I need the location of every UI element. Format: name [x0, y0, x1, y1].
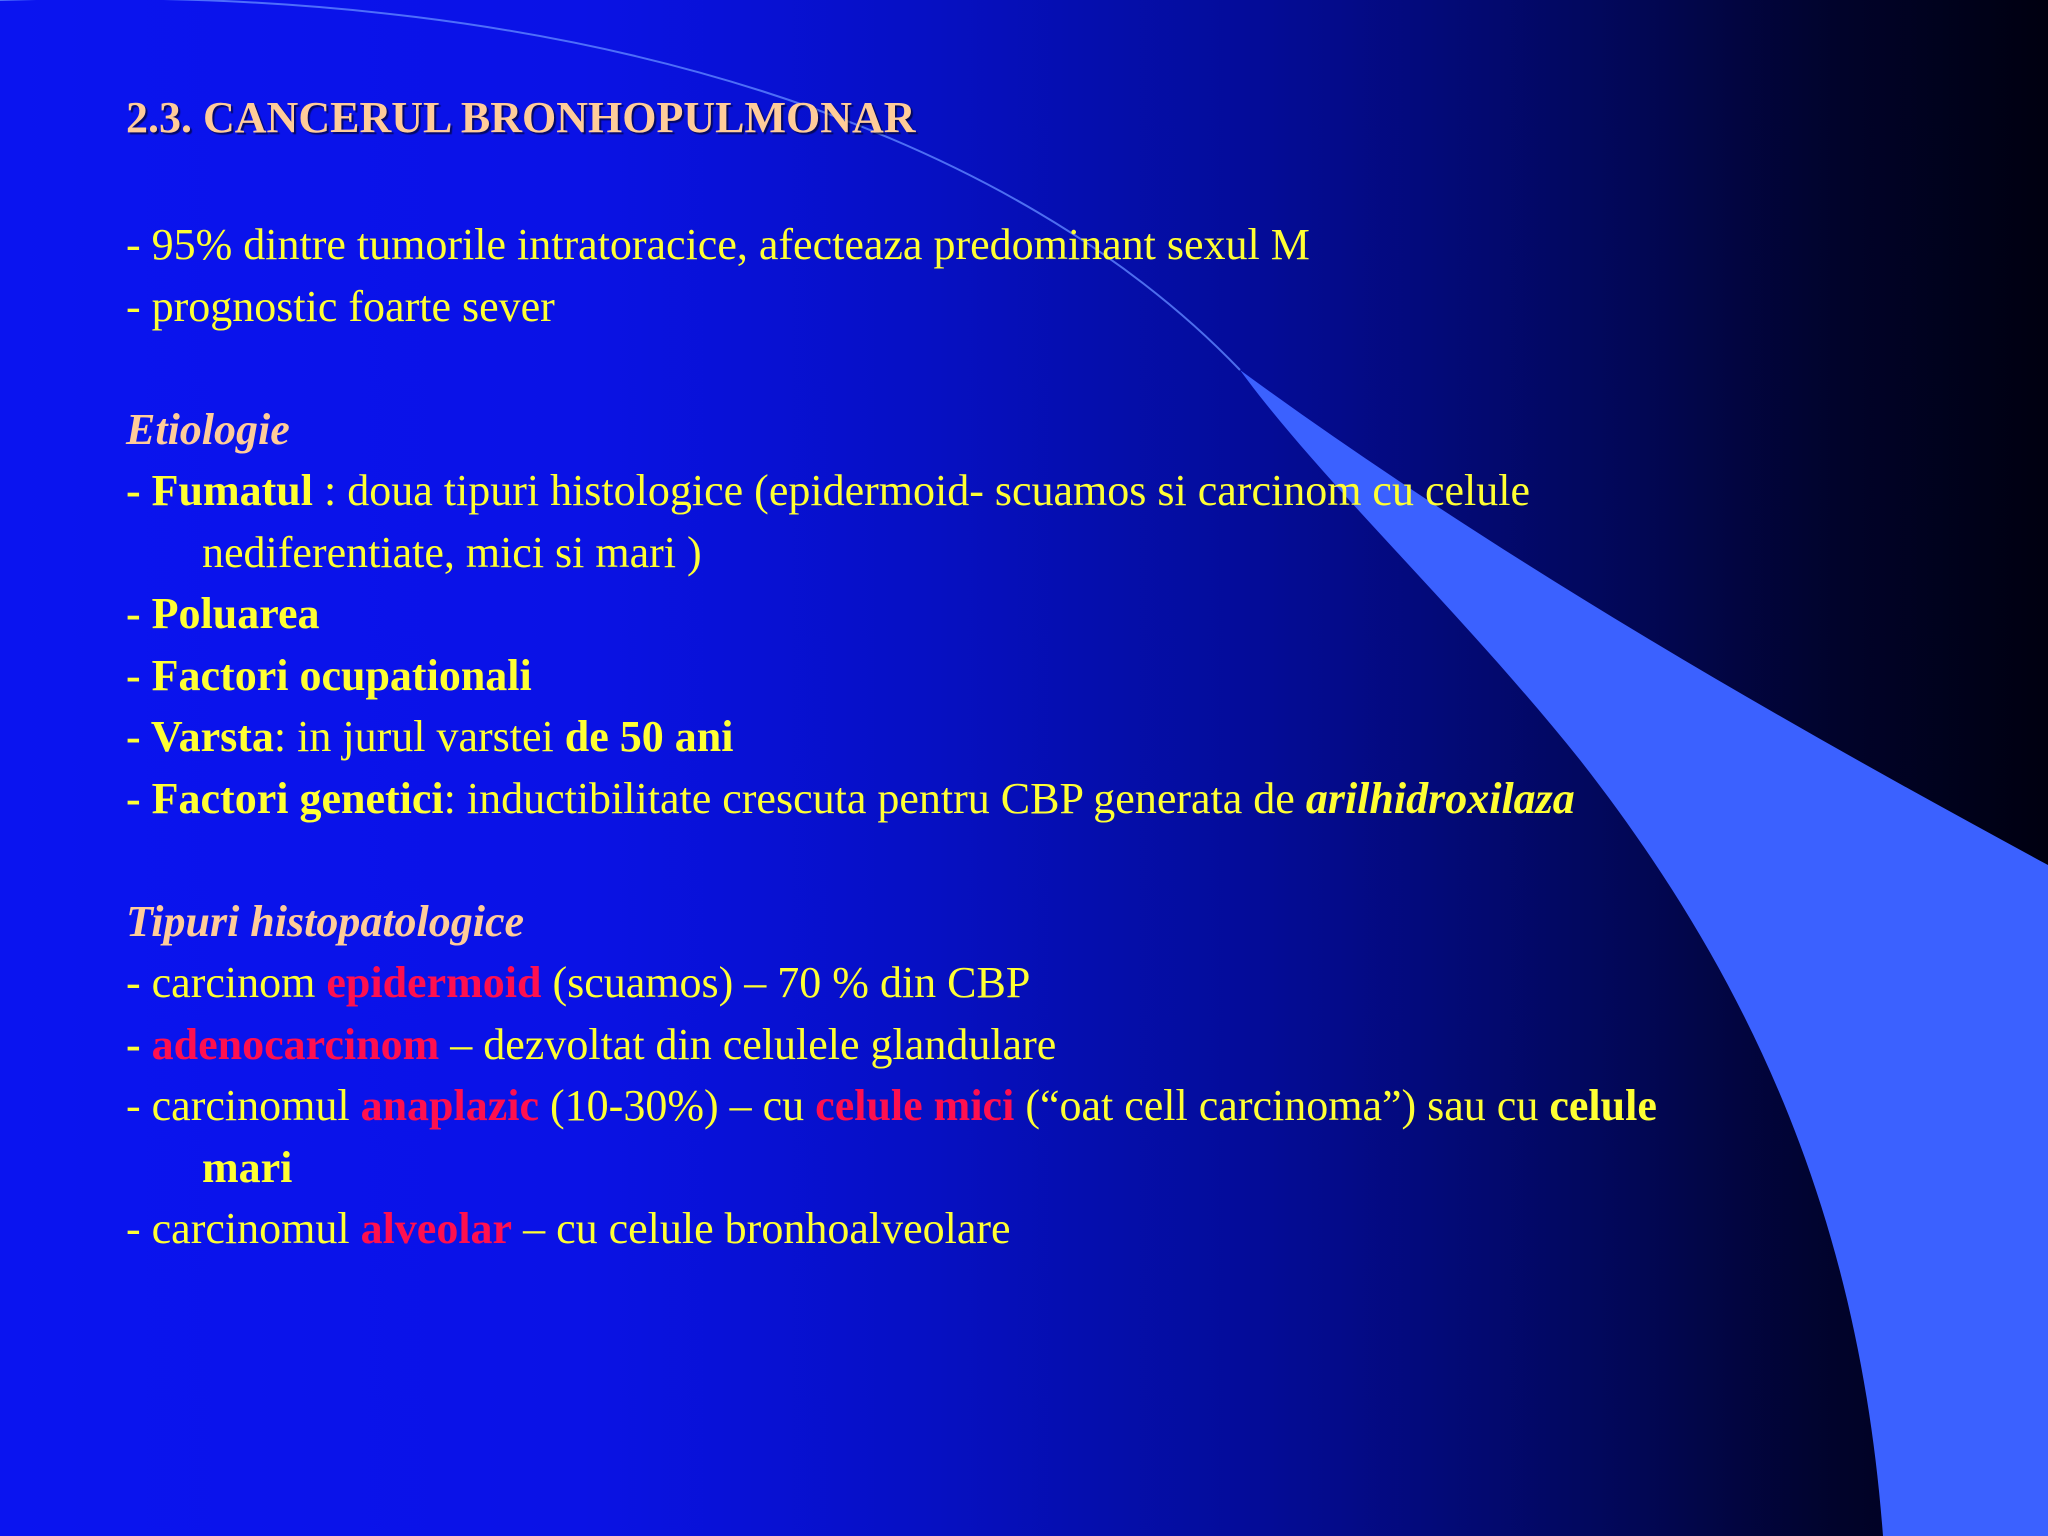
tipuri-alveolar [126, 1198, 1986, 1260]
anaplazic-mid: (10-30%) – cu [539, 1081, 816, 1130]
intro-line-1: - 95% dintre tumorile intratoracice, afecteaza predominant sexul M [126, 220, 1310, 269]
tipuri-epidermoid [126, 952, 1986, 1014]
adenocarcinom-dash: - [126, 1019, 152, 1069]
anaplazic-celule: celule [1549, 1081, 1657, 1130]
adenocarcinom-term: adenocarcinom [151, 1019, 440, 1069]
fumatul-text: : doua tipuri histologice (epidermoid- scuamos si carcinom cu celule [313, 466, 1530, 515]
spacer [126, 829, 1986, 891]
slide-content [126, 92, 1986, 1260]
etiologie-fumatul-continued: nediferentiate, mici si mari ) [202, 527, 702, 577]
varsta-label: - Varsta [126, 712, 274, 761]
etiologie-factori-genetici [126, 768, 1986, 830]
factori-genetici-label: - Factori genetici [126, 773, 444, 823]
alveolar-term: alveolar [360, 1204, 513, 1253]
anaplazic-pre: - carcinomul [126, 1081, 361, 1130]
tipuri-anaplazic-continued: mari [202, 1142, 293, 1192]
tipuri-adenocarcinom [126, 1014, 1986, 1076]
section-heading-tipuri: Tipuri histopatologice [126, 896, 525, 946]
section-heading-etiologie: Etiologie [126, 404, 290, 454]
epidermoid-term: epidermoid [326, 958, 542, 1007]
tipuri-anaplazic [126, 1075, 1986, 1137]
etiologie-factori-ocupationali: - Factori ocupationali [126, 650, 532, 700]
varsta-text: : in jurul varstei [273, 712, 565, 761]
epidermoid-pre: - carcinom [126, 958, 327, 1007]
alveolar-pre: - carcinomul [126, 1204, 361, 1253]
adenocarcinom-post: – dezvoltat din celulele glandulare [439, 1019, 1057, 1069]
factori-genetici-enzyme: arilhidroxilaza [1305, 773, 1575, 823]
intro-line-2: - prognostic foarte sever [126, 281, 555, 331]
slide-title [126, 92, 1986, 144]
anaplazic-celule-mici: celule mici [815, 1081, 1015, 1130]
epidermoid-post: (scuamos) – 70 % din CBP [541, 958, 1031, 1007]
etiologie-fumatul [126, 460, 1986, 522]
varsta-value: de 50 ani [564, 712, 734, 761]
etiologie-poluarea: - Poluarea [126, 589, 320, 638]
anaplazic-term: anaplazic [360, 1081, 540, 1130]
slide-title-text: 2.3. CANCERUL BRONHOPULMONAR [126, 93, 916, 142]
fumatul-label: - Fumatul [126, 466, 313, 515]
anaplazic-mid2: (“oat cell carcinoma”) sau cu [1014, 1081, 1550, 1130]
factori-genetici-text: : inductibilitate crescuta pentru CBP generata de [443, 773, 1306, 823]
etiologie-varsta [126, 706, 1986, 768]
spacer [126, 337, 1986, 399]
alveolar-post: – cu celule bronhoalveolare [512, 1204, 1011, 1253]
